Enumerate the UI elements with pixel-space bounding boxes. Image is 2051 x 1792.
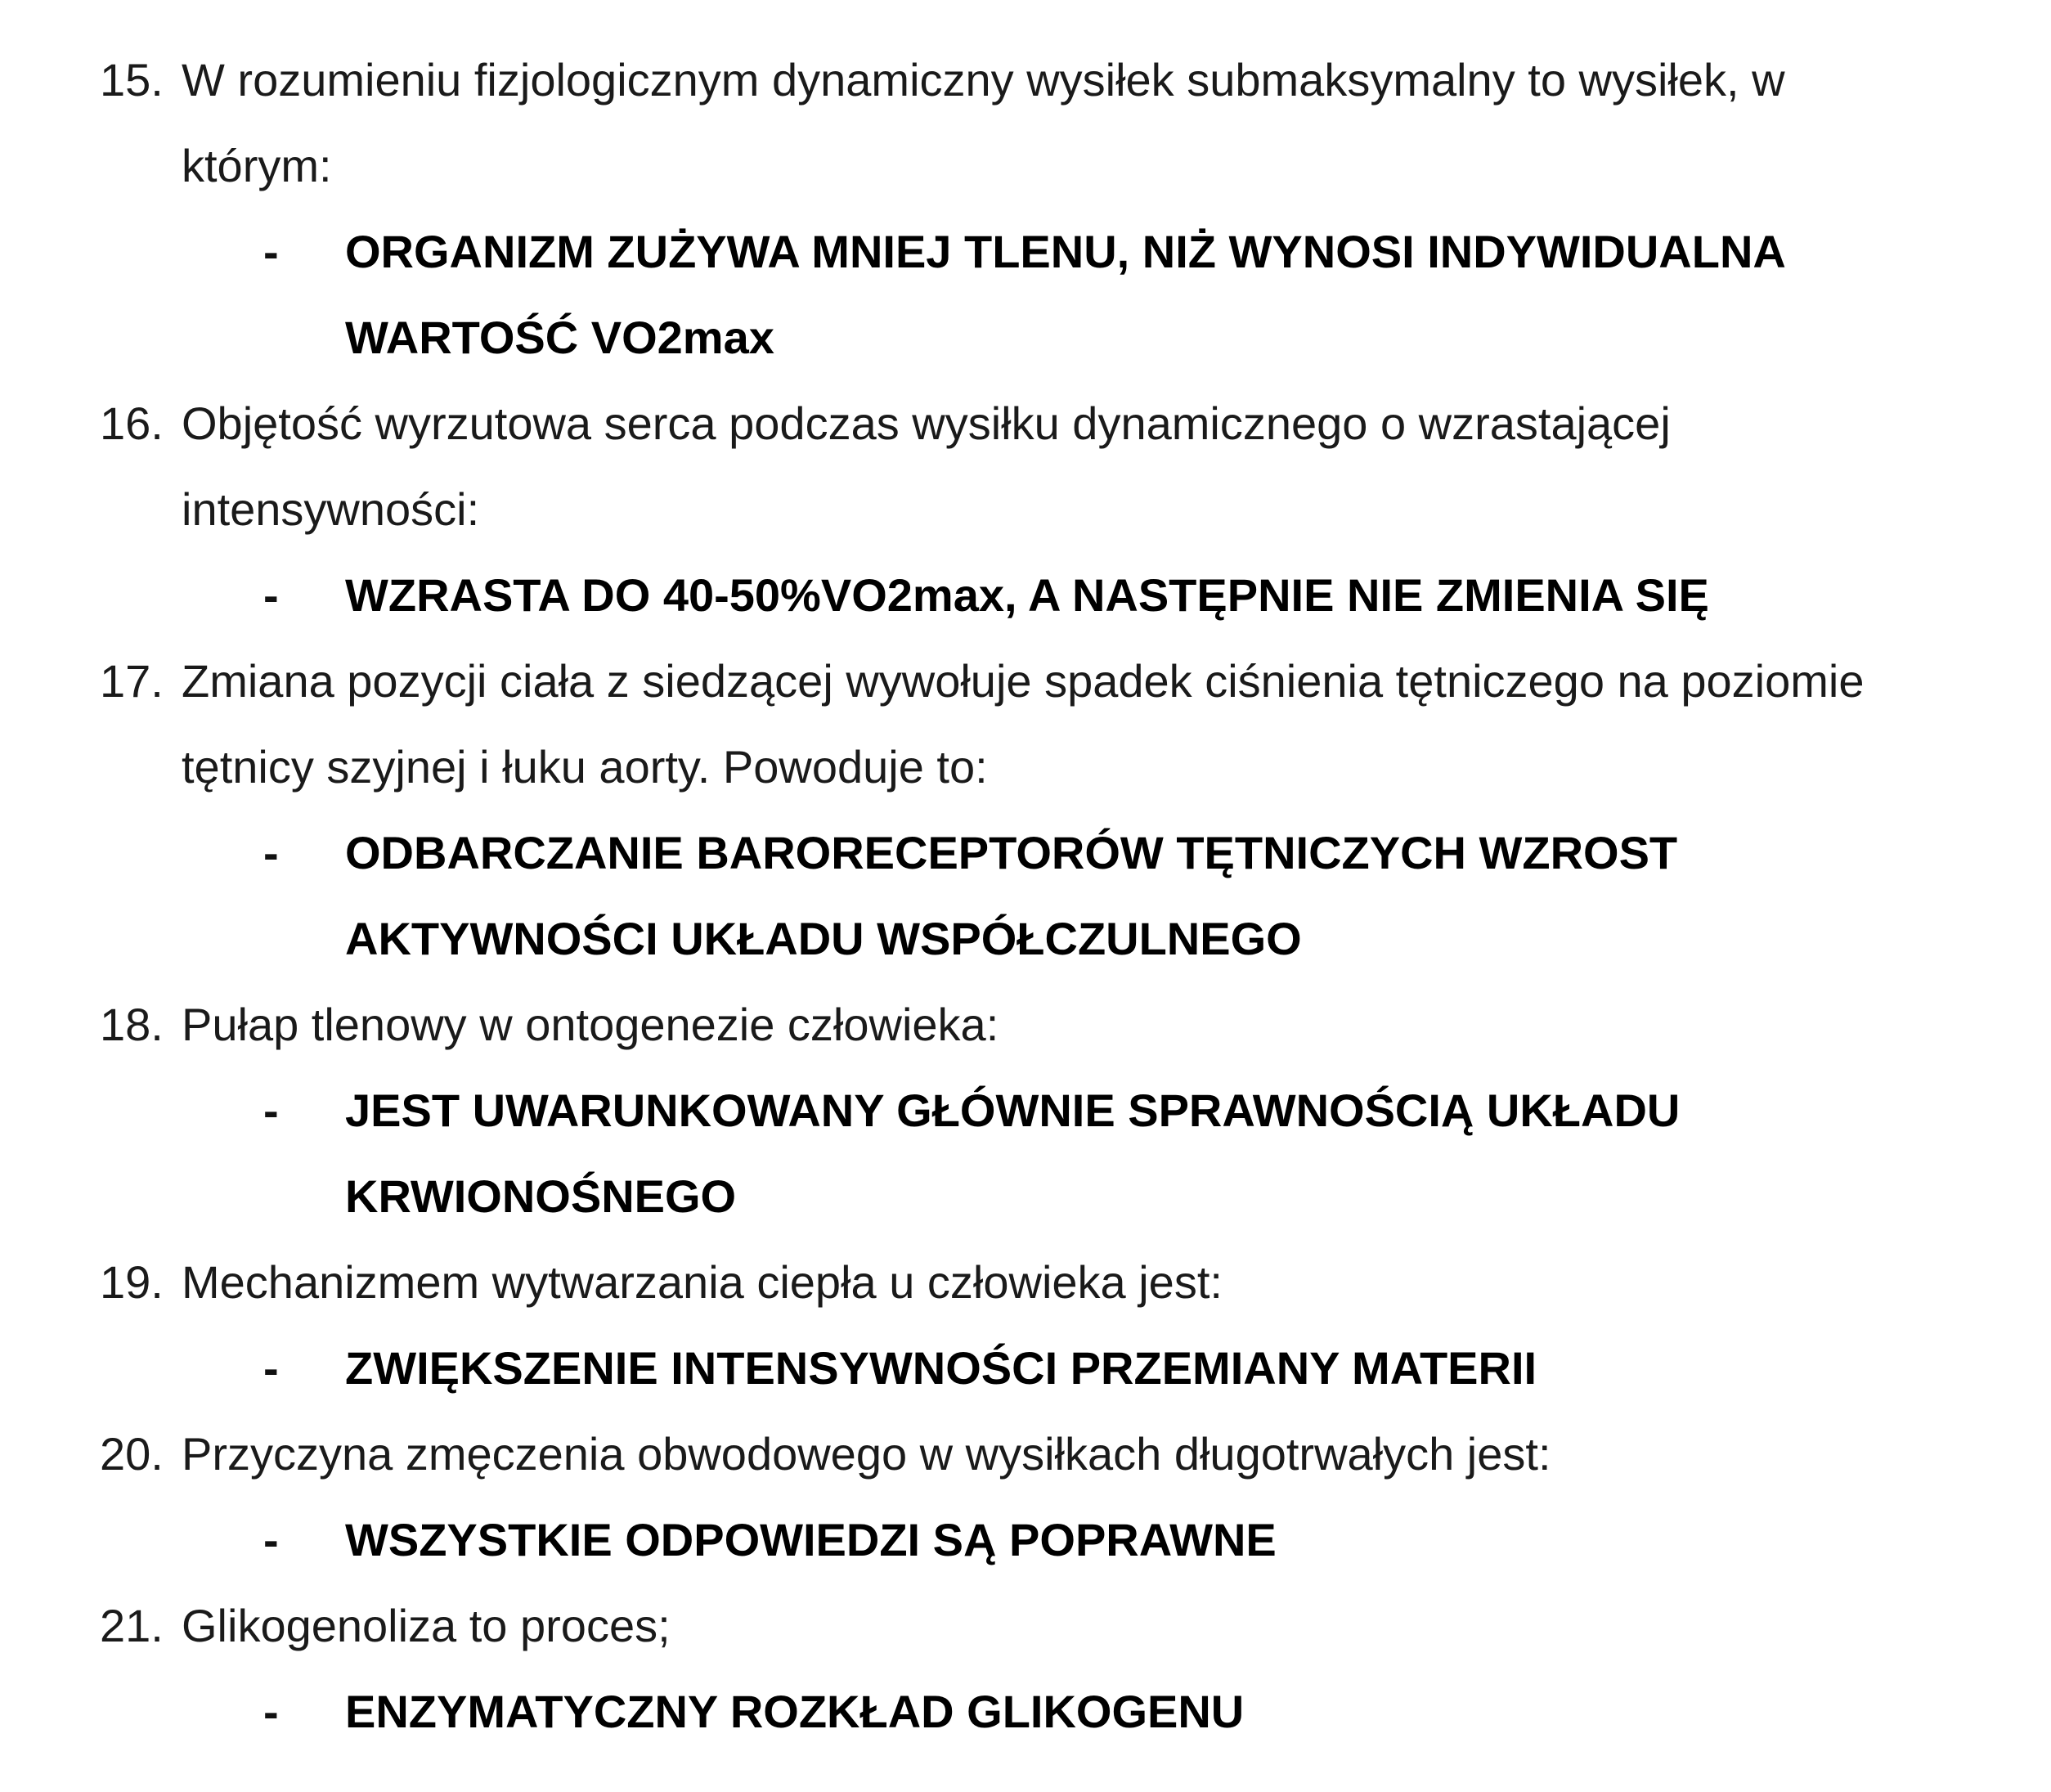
question-number: 21. [100, 1600, 164, 1651]
question-text: Zmiana pozycji ciała z siedzącej wywołuje spadek ciśnienia tętniczego na poziomie [182, 655, 1865, 707]
answer-text: WARTOŚĆ VO2max [345, 312, 774, 363]
answer-text: JEST UWARUNKOWANY GŁÓWNIE SPRAWNOŚCIĄ UKŁADU [345, 1085, 1681, 1136]
question-number: 18. [100, 999, 164, 1050]
question-number: 15. [100, 54, 164, 106]
question-number: 17. [100, 655, 164, 707]
answer-dash: - [263, 226, 279, 277]
question-text: którym: [182, 140, 332, 191]
question-number: 20. [100, 1428, 164, 1480]
answer-text: ODBARCZANIE BARORECEPTORÓW TĘTNICZYCH WZROST [345, 827, 1678, 878]
answer-text: ENZYMATYCZNY ROZKŁAD GLIKOGENU [345, 1686, 1245, 1737]
answer-text: KRWIONOŚNEGO [345, 1170, 737, 1222]
question-text: Objętość wyrzutowa serca podczas wysiłku dynamicznego o wzrastającej [182, 397, 1671, 449]
answer-text: WZRASTA DO 40-50%VO2max, A NASTĘPNIE NIE ZMIENIA SIĘ [345, 569, 1709, 621]
question-text: Przyczyna zmęczenia obwodowego w wysiłkach długotrwałych jest: [182, 1428, 1551, 1480]
question-text: intensywności: [182, 483, 480, 535]
answer-text: ORGANIZM ZUŻYWA MNIEJ TLENU, NIŻ WYNOSI INDYWIDUALNA [345, 226, 1786, 277]
answer-dash: - [263, 569, 279, 621]
answer-dash: - [263, 1085, 279, 1136]
answer-dash: - [263, 1686, 279, 1737]
answer-dash: - [263, 827, 279, 878]
answer-dash: - [263, 1342, 279, 1394]
question-text: Mechanizmem wytwarzania ciepła u człowieka jest: [182, 1256, 1223, 1308]
answer-dash: - [263, 1514, 279, 1565]
question-number: 16. [100, 397, 164, 449]
question-text: W rozumieniu fizjologicznym dynamiczny wysiłek submaksymalny to wysiłek, w [182, 54, 1785, 106]
question-text: Glikogenoliza to proces; [182, 1600, 671, 1651]
question-text: Pułap tlenowy w ontogenezie człowieka: [182, 999, 999, 1050]
answer-text: WSZYSTKIE ODPOWIEDZI SĄ POPRAWNE [345, 1514, 1277, 1565]
question-number: 19. [100, 1256, 164, 1308]
question-text: tętnicy szyjnej i łuku aorty. Powoduje to: [182, 741, 988, 793]
answer-text: ZWIĘKSZENIE INTENSYWNOŚCI PRZEMIANY MATERII [345, 1342, 1537, 1394]
answer-text: AKTYWNOŚCI UKŁADU WSPÓŁCZULNEGO [345, 913, 1302, 964]
